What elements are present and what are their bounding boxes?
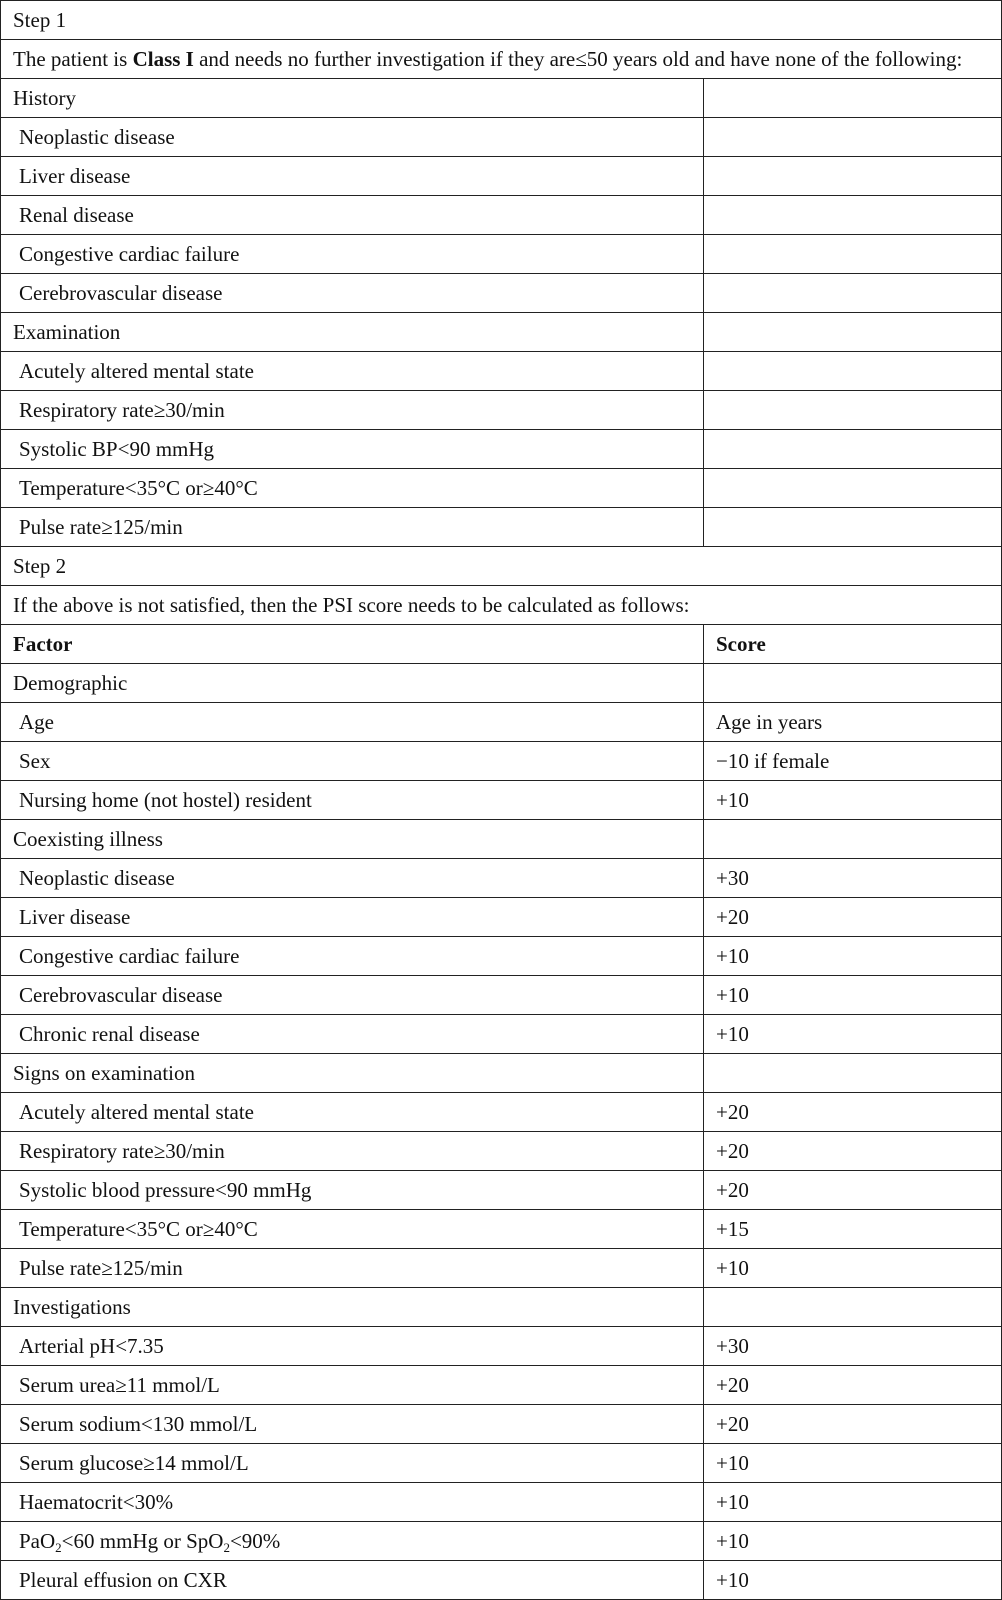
step1-intro-class: Class I [132, 46, 194, 71]
investigations-header: Investigations [1, 1288, 704, 1327]
factor-cell: Nursing home (not hostel) resident [1, 781, 704, 820]
empty-cell [704, 1288, 1002, 1327]
pao2-text: PaO [19, 1528, 56, 1553]
pao2-mid-text: <60 mmHg or SpO [61, 1528, 224, 1553]
exam-row [1, 352, 1002, 391]
empty-cell [704, 820, 1002, 859]
factor-cell: Serum sodium<130 mmol/L [1, 1405, 704, 1444]
exam-header: Examination [1, 313, 704, 352]
investigations-row [1, 1366, 1002, 1405]
investigations-row [1, 1327, 1002, 1366]
factor-cell: Liver disease [1, 898, 704, 937]
step1-intro-suffix: and needs no further investigation if they are≤50 years old and have none of the following: [193, 46, 963, 71]
factor-cell: Cerebrovascular disease [1, 976, 704, 1015]
exam-row [1, 430, 1002, 469]
demographic-header: Demographic [1, 664, 704, 703]
score-cell: +20 [704, 1093, 1002, 1132]
exam-item: Respiratory rate≥30/min [1, 391, 704, 430]
empty-cell [704, 313, 1002, 352]
coexisting-row [1, 859, 1002, 898]
factor-cell: Pulse rate≥125/min [1, 1249, 704, 1288]
score-cell: +20 [704, 1132, 1002, 1171]
empty-cell [704, 1054, 1002, 1093]
investigations-row [1, 1561, 1002, 1600]
exam-item: Temperature<35°C or≥40°C [1, 469, 704, 508]
signs-row [1, 1132, 1002, 1171]
investigations-row [1, 1522, 1002, 1561]
score-cell: +10 [704, 976, 1002, 1015]
investigations-row [1, 1405, 1002, 1444]
spo2-subscript: 2 [223, 1539, 230, 1555]
step2-intro: If the above is not satisfied, then the PSI score needs to be calculated as follows: [1, 586, 1002, 625]
score-cell: +10 [704, 1015, 1002, 1054]
exam-item: Acutely altered mental state [1, 352, 704, 391]
pao2-subscript: 2 [55, 1539, 62, 1555]
step1-row [1, 1, 1002, 40]
factor-cell: Respiratory rate≥30/min [1, 1132, 704, 1171]
factor-cell: Neoplastic disease [1, 859, 704, 898]
empty-cell [704, 274, 1002, 313]
history-header-row [1, 79, 1002, 118]
factor-cell: Congestive cardiac failure [1, 937, 704, 976]
history-item: Cerebrovascular disease [1, 274, 704, 313]
investigations-header-row [1, 1288, 1002, 1327]
score-cell: +20 [704, 898, 1002, 937]
empty-cell [704, 508, 1002, 547]
score-column-header: Score [704, 625, 1002, 664]
investigations-row [1, 1444, 1002, 1483]
score-cell: Age in years [704, 703, 1002, 742]
empty-cell [704, 469, 1002, 508]
column-header-row [1, 625, 1002, 664]
score-cell: +30 [704, 1327, 1002, 1366]
signs-row [1, 1249, 1002, 1288]
history-header: History [1, 79, 704, 118]
score-cell: +10 [704, 1483, 1002, 1522]
coexisting-header: Coexisting illness [1, 820, 704, 859]
exam-row [1, 391, 1002, 430]
step1-label: Step 1 [1, 1, 1002, 40]
score-cell: +10 [704, 1561, 1002, 1600]
score-cell: +10 [704, 781, 1002, 820]
coexisting-header-row [1, 820, 1002, 859]
factor-cell: Haematocrit<30% [1, 1483, 704, 1522]
signs-header-row [1, 1054, 1002, 1093]
signs-row [1, 1093, 1002, 1132]
step2-intro-row [1, 586, 1002, 625]
factor-cell [1, 1522, 704, 1561]
score-cell: +30 [704, 859, 1002, 898]
factor-cell: Acutely altered mental state [1, 1093, 704, 1132]
coexisting-row [1, 937, 1002, 976]
empty-cell [704, 157, 1002, 196]
history-row [1, 235, 1002, 274]
score-cell: +20 [704, 1366, 1002, 1405]
empty-cell [704, 235, 1002, 274]
empty-cell [704, 196, 1002, 235]
history-item: Neoplastic disease [1, 118, 704, 157]
step2-row [1, 547, 1002, 586]
factor-cell: Sex [1, 742, 704, 781]
step1-intro-prefix: The patient is [13, 46, 133, 71]
demographic-row [1, 781, 1002, 820]
factor-cell: Temperature<35°C or≥40°C [1, 1210, 704, 1249]
score-cell: +10 [704, 1522, 1002, 1561]
step1-intro [1, 40, 1002, 79]
score-cell: +10 [704, 1249, 1002, 1288]
score-cell: +10 [704, 937, 1002, 976]
score-cell: +20 [704, 1405, 1002, 1444]
exam-header-row [1, 313, 1002, 352]
factor-cell: Arterial pH<7.35 [1, 1327, 704, 1366]
empty-cell [704, 352, 1002, 391]
signs-row [1, 1171, 1002, 1210]
factor-cell: Chronic renal disease [1, 1015, 704, 1054]
signs-header: Signs on examination [1, 1054, 704, 1093]
score-cell: +20 [704, 1171, 1002, 1210]
empty-cell [704, 79, 1002, 118]
exam-item: Pulse rate≥125/min [1, 508, 704, 547]
spo2-text: <90% [229, 1528, 281, 1553]
factor-cell: Age [1, 703, 704, 742]
history-item: Renal disease [1, 196, 704, 235]
history-item: Congestive cardiac failure [1, 235, 704, 274]
history-row [1, 274, 1002, 313]
factor-cell: Serum urea≥11 mmol/L [1, 1366, 704, 1405]
step1-intro-row [1, 40, 1002, 79]
history-row [1, 118, 1002, 157]
coexisting-row [1, 976, 1002, 1015]
factor-cell: Systolic blood pressure<90 mmHg [1, 1171, 704, 1210]
demographic-row [1, 703, 1002, 742]
history-row [1, 157, 1002, 196]
empty-cell [704, 118, 1002, 157]
coexisting-row [1, 898, 1002, 937]
investigations-row [1, 1483, 1002, 1522]
empty-cell [704, 430, 1002, 469]
score-cell: +15 [704, 1210, 1002, 1249]
score-cell: +10 [704, 1444, 1002, 1483]
factor-cell: Pleural effusion on CXR [1, 1561, 704, 1600]
demographic-row [1, 742, 1002, 781]
history-row [1, 196, 1002, 235]
factor-column-header: Factor [1, 625, 704, 664]
exam-row [1, 508, 1002, 547]
score-cell: −10 if female [704, 742, 1002, 781]
factor-cell: Serum glucose≥14 mmol/L [1, 1444, 704, 1483]
coexisting-row [1, 1015, 1002, 1054]
history-item: Liver disease [1, 157, 704, 196]
exam-row [1, 469, 1002, 508]
exam-item: Systolic BP<90 mmHg [1, 430, 704, 469]
signs-row [1, 1210, 1002, 1249]
empty-cell [704, 664, 1002, 703]
demographic-header-row [1, 664, 1002, 703]
empty-cell [704, 391, 1002, 430]
step2-label: Step 2 [1, 547, 1002, 586]
